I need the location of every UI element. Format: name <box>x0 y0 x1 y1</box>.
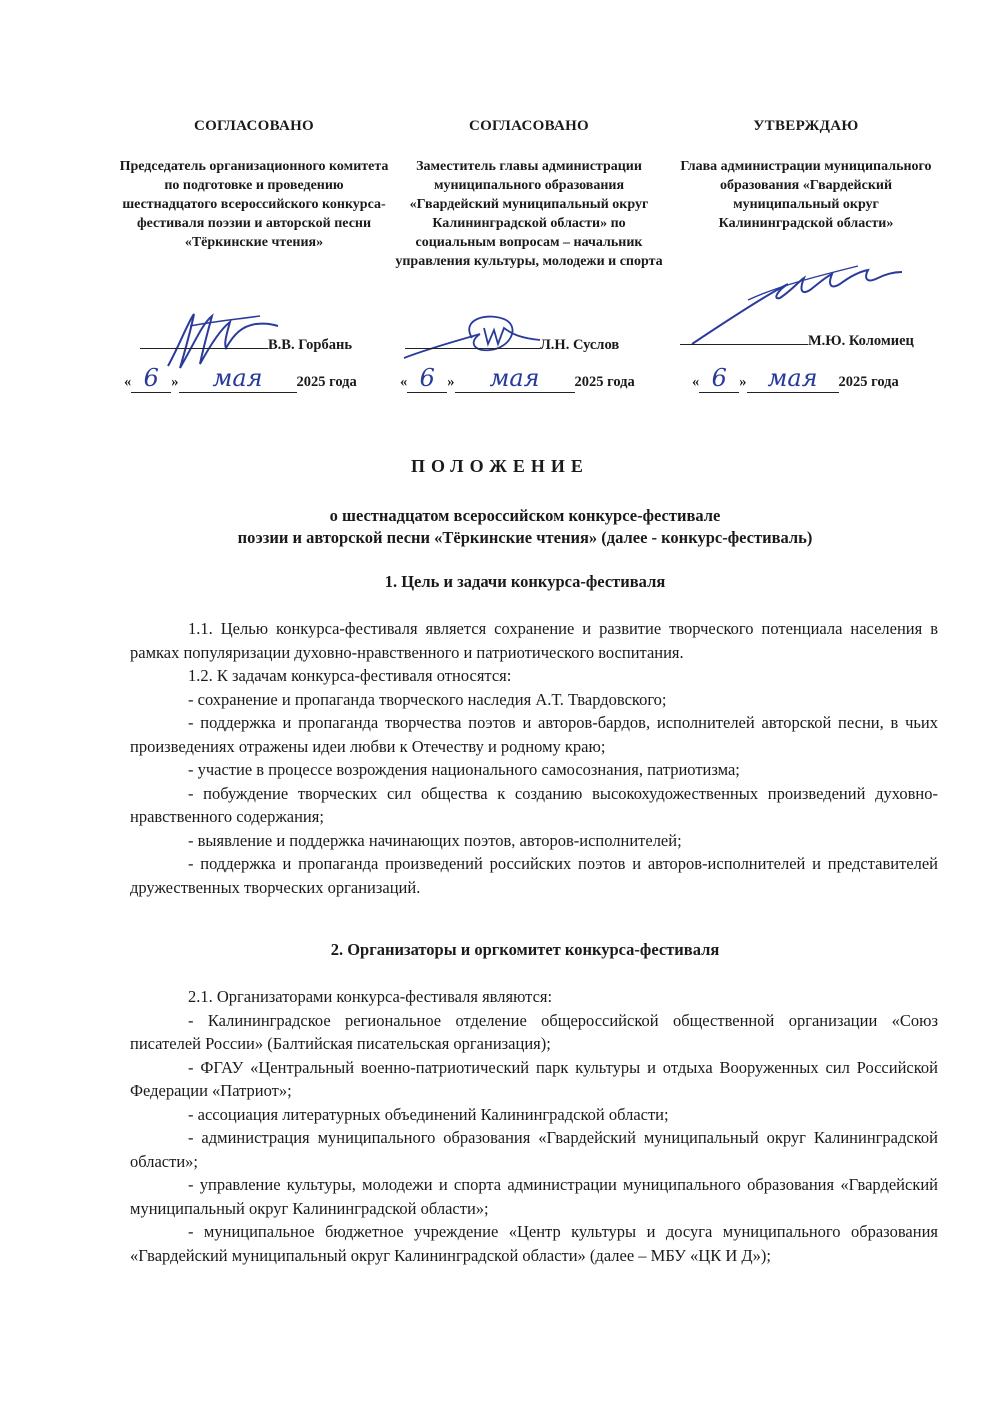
approval-position: Заместитель главы администрации муниципального образования «Гвардейский муниципальный округ Калининградской области» по социальным вопросам – начальник управления культуры, молодежи и спорта <box>395 159 663 269</box>
paragraph: - Калининградское региональное отделение общероссийской общественной организации «Союз писателей России» (Балтийская писательская организация); <box>130 1010 938 1053</box>
date-line-1: « 6 » мая 2025 года <box>124 364 357 392</box>
section-2-title: 2. Организаторы и оргкомитет конкурса-фестиваля <box>330 940 720 959</box>
signature-line-1 <box>140 334 352 354</box>
signature-underline <box>405 334 540 349</box>
signature-line-2 <box>405 334 619 354</box>
approval-heading: СОГЛАСОВАНО <box>468 118 590 134</box>
date-line-2: « 6 » мая 2025 года <box>400 364 635 392</box>
subtitle-line: поэзии и авторской песни «Тёркинские чтения» (далее - конкурс-фестиваль) <box>237 528 813 547</box>
signature-line-3 <box>680 330 914 350</box>
paragraph: - муниципальное бюджетное учреждение «Центр культуры и досуга муниципального образования «Гвардейский муниципальный округ Калининградской области» (далее – МБУ «ЦК И Д»); <box>130 1222 938 1265</box>
paragraph: - поддержка и пропаганда творчества поэтов и авторов-бардов, исполнителей авторской песни, в чьих произведениях отражены идеи любви к Отечеству и родному краю; <box>130 713 938 756</box>
approval-position: Глава администрации муниципального образования «Гвардейский муниципальный округ Калининградской области» <box>680 159 932 231</box>
signature-suslov <box>400 298 550 368</box>
paragraph: 2.1. Организаторами конкурса-фестиваля являются: <box>188 987 553 1006</box>
paragraph: - участие в процессе возрождения национального самосознания, патриотизма; <box>188 760 740 779</box>
section-1-title: 1. Цель и задачи конкурса-фестиваля <box>384 572 666 591</box>
paragraph: - управление культуры, молодежи и спорта администрации муниципального образования «Гвардейский муниципальный округ Калининградской области»; <box>130 1175 938 1218</box>
date-day: 6 <box>407 364 447 393</box>
approval-position: Председатель организационного комитета по подготовке и проведению шестнадцатого всероссийского конкурса-фестиваля поэзии и авторской песни «Тёркинские чтения» <box>119 159 389 250</box>
date-day: 6 <box>699 364 739 393</box>
paragraph: - поддержка и пропаганда произведений российских поэтов и авторов-исполнителей и представителей дружественных творческих организаций. <box>130 854 938 897</box>
paragraph: - сохранение и пропаганда творческого наследия А.Т. Твардовского; <box>188 689 667 709</box>
approval-block-3 <box>675 118 937 233</box>
approval-block-2 <box>395 118 663 271</box>
paragraph: - выявление и поддержка начинающих поэтов, авторов-исполнителей; <box>188 830 682 850</box>
date-day: 6 <box>131 364 171 393</box>
signer-name: М.Ю. Коломиец <box>808 333 914 349</box>
approval-block-1 <box>118 118 390 252</box>
approval-heading: УТВЕРЖДАЮ <box>753 118 859 134</box>
signer-name: В.В. Горбань <box>268 337 353 353</box>
date-month: мая <box>179 364 297 393</box>
paragraph: - ФГАУ «Центральный военно-патриотический парк культуры и отдыха Вооруженных сил Российской Федерации «Патриот»; <box>130 1057 938 1100</box>
signature-underline <box>140 334 268 349</box>
date-month: мая <box>455 364 575 393</box>
document-title: ПОЛОЖЕНИЕ <box>411 456 589 476</box>
approval-heading: СОГЛАСОВАНО <box>193 118 315 134</box>
subtitle-line: о шестнадцатом всероссийском конкурсе-фестивале <box>329 506 721 525</box>
signature-underline <box>680 330 808 345</box>
date-year: 2025 года <box>296 374 357 390</box>
section-1-body <box>130 617 938 899</box>
date-year: 2025 года <box>838 374 899 390</box>
date-year: 2025 года <box>574 374 635 390</box>
paragraph: 1.2. К задачам конкурса-фестиваля относятся: <box>188 666 512 685</box>
paragraph: - побуждение творческих сил общества к созданию высокохудожественных произведений духовно-нравственного содержания; <box>130 783 938 826</box>
date-month: мая <box>747 364 839 393</box>
section-2-body <box>130 985 938 1267</box>
document-subtitle <box>100 505 950 549</box>
paragraph: - ассоциация литературных объединений Калининградской области; <box>188 1104 669 1124</box>
paragraph: - администрация муниципального образования «Гвардейский муниципальный округ Калининградской области»; <box>130 1128 938 1171</box>
date-line-3: « 6 » мая 2025 года <box>692 364 899 392</box>
signer-name: Л.Н. Суслов <box>540 337 620 353</box>
paragraph: 1.1. Целью конкурса-фестиваля является сохранение и развитие творческого потенциала населения в рамках популяризации духовно-нравственного и патриотического воспитания. <box>130 619 938 662</box>
